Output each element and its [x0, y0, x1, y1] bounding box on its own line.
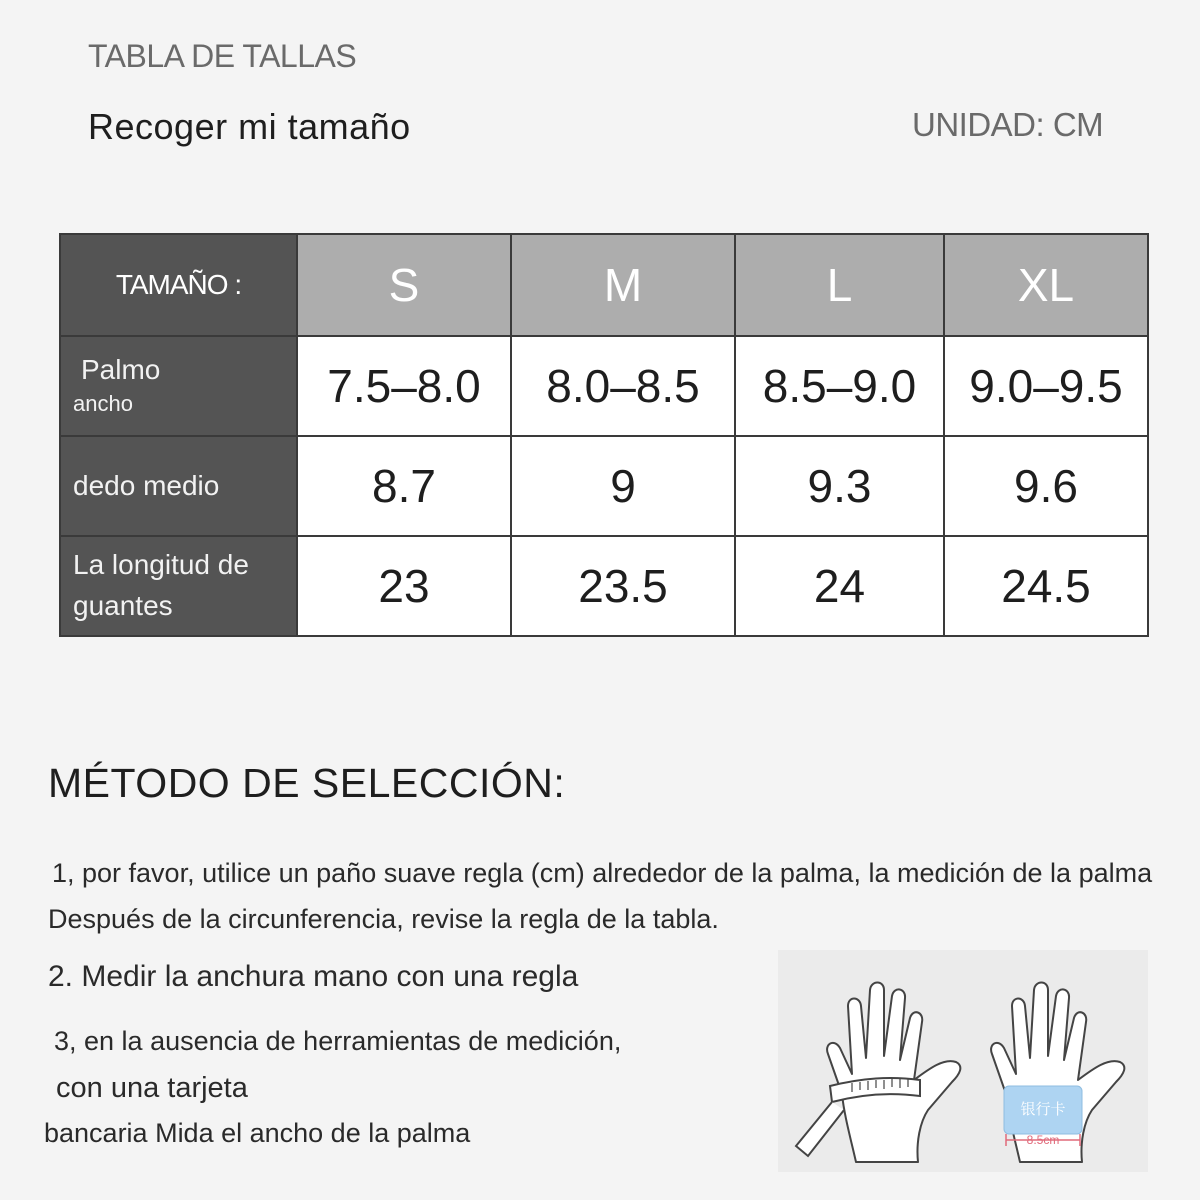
table-cell: 7.5–8.0 — [297, 336, 511, 436]
bank-card-icon — [1004, 1086, 1082, 1134]
page-title: TABLA DE TALLAS — [88, 38, 357, 74]
step-1-line-2: Después de la circunferencia, revise la regla de la tabla. — [48, 904, 719, 934]
size-header-xl: XL — [944, 234, 1148, 336]
hand-measurement-illustration — [778, 950, 1148, 1172]
step-3-line-3: bancaria Mida el ancho de la palma — [44, 1118, 471, 1148]
step-2: 2. Medir la anchura mano con una regla — [48, 960, 579, 993]
unit-label: UNIDAD: CM — [912, 106, 1104, 143]
table-row — [60, 336, 1148, 436]
size-header-l: L — [735, 234, 944, 336]
table-cell: 9.6 — [944, 436, 1148, 536]
table-cell: 8.0–8.5 — [511, 336, 735, 436]
size-header-m: M — [511, 234, 735, 336]
table-cell: 23 — [297, 536, 511, 636]
page-subtitle: Recoger mi tamaño — [88, 106, 411, 147]
row-label-glove-length — [60, 536, 297, 636]
step-3-line-2: con una tarjeta — [56, 1072, 248, 1104]
table-header-row — [60, 234, 1148, 336]
left-hand-icon — [827, 983, 960, 1163]
row-label-line: La longitud de — [73, 549, 249, 581]
step-3-line-1: 3, en la ausencia de herramientas de medición, — [54, 1026, 622, 1056]
row-label-line: ancho — [73, 390, 133, 416]
size-header-label: TAMAÑO : — [60, 234, 297, 336]
table-cell: 9.0–9.5 — [944, 336, 1148, 436]
card-label: 银行卡 — [1020, 1100, 1066, 1118]
table-row — [60, 536, 1148, 636]
table-cell: 24 — [735, 536, 944, 636]
method-title: MÉTODO DE SELECCIÓN: — [48, 760, 566, 806]
table-cell: 8.7 — [297, 436, 511, 536]
hands-drawing — [778, 950, 1148, 1172]
row-label-line: Palmo — [81, 354, 161, 386]
row-label-middle-finger: dedo medio — [60, 436, 297, 536]
step-1-line-1: 1, por favor, utilice un paño suave regla (cm) alrededor de la palma, la medición de la palma — [52, 858, 1153, 888]
table-row — [60, 436, 1148, 536]
row-label-palm-width — [60, 336, 297, 436]
table-cell: 23.5 — [511, 536, 735, 636]
table-cell: 9.3 — [735, 436, 944, 536]
size-table — [59, 233, 1149, 637]
table-cell: 24.5 — [944, 536, 1148, 636]
card-width-label: 8.5cm — [1026, 1133, 1060, 1147]
row-label-line: guantes — [73, 590, 173, 621]
table-cell: 9 — [511, 436, 735, 536]
size-header-s: S — [297, 234, 511, 336]
table-cell: 8.5–9.0 — [735, 336, 944, 436]
